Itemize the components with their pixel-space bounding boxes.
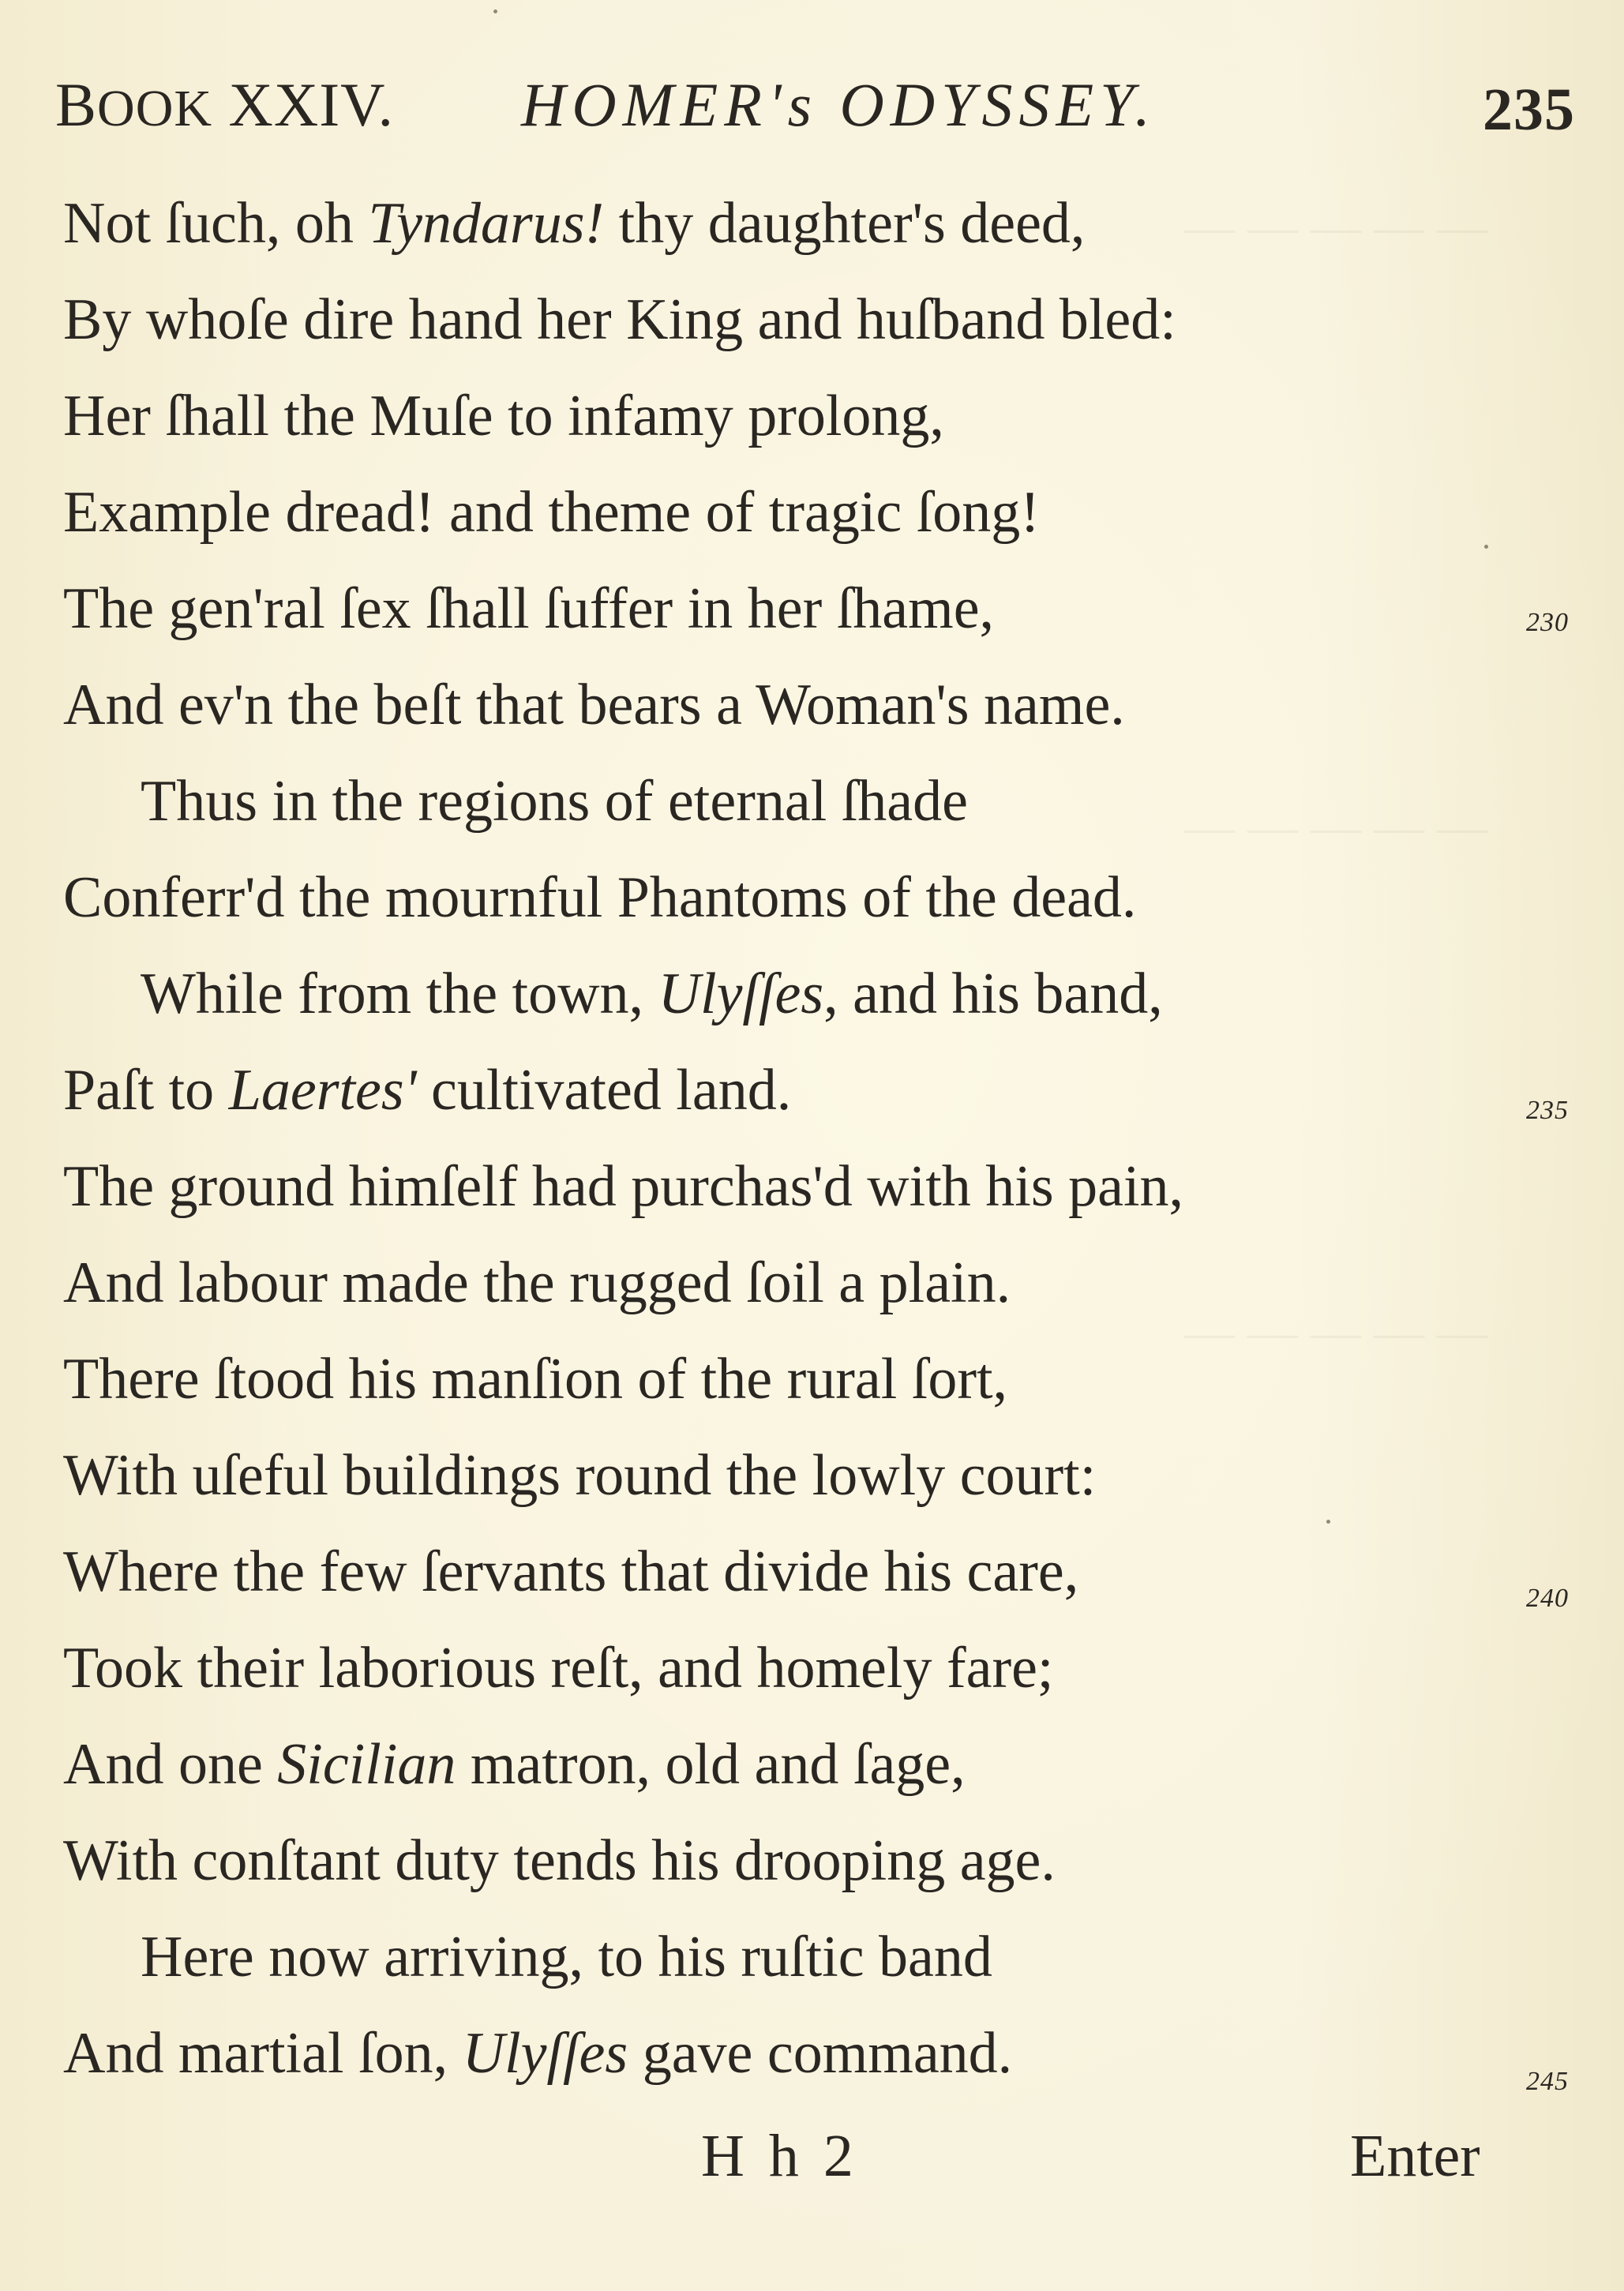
- verse-line: Paſt to Laertes' cultivated land.: [63, 1058, 792, 1123]
- page-footer: [0, 2122, 1624, 2209]
- verse-line: Here now arriving, to his ruſtic band: [141, 1925, 992, 1989]
- paper-speck: [493, 9, 497, 13]
- verse-line: Conferr'd the mournful Phantoms of the dead.: [63, 865, 1137, 930]
- running-title: HOMER's ODYSSEY.: [521, 70, 1157, 139]
- verse-line: Where the few ſervants that divide his care,: [63, 1539, 1079, 1604]
- verse-line: The ground himſelf had purchas'd with his pain,: [63, 1154, 1184, 1219]
- book-label: BOOK XXIV.: [55, 70, 394, 139]
- verse-line: Example dread! and theme of tragic ſong!: [63, 480, 1040, 545]
- verse-line: Not ſuch, oh Tyndarus! thy daughter's deed,: [63, 191, 1086, 256]
- paper-speck: [1484, 545, 1488, 549]
- printer-signature: H h 2: [701, 2123, 858, 2189]
- verse-line: And one Sicilian matron, old and ſage,: [63, 1732, 966, 1797]
- verse-line: The gen'ral ſex ſhall ſuffer in her ſhame,: [63, 576, 995, 641]
- line-number: 245: [1526, 2067, 1569, 2096]
- catchword: Enter: [1350, 2123, 1480, 2189]
- show-through-text: — — — — —: [1184, 198, 1487, 254]
- verse-line: And ev'n the beſt that bears a Woman's name.: [63, 673, 1125, 737]
- page-number: 235: [1483, 77, 1575, 143]
- verse-line: By whoſe dire hand her King and huſband bled:: [63, 287, 1176, 352]
- verse-line: And martial ſon, Ulyſſes gave command.: [63, 2021, 1013, 2086]
- line-number: 240: [1526, 1584, 1569, 1613]
- show-through-text: — — — — —: [1184, 1303, 1487, 1359]
- show-through-text: — — — — —: [1184, 798, 1487, 854]
- verse-line: Thus in the regions of eternal ſhade: [141, 769, 968, 834]
- verse-line: And labour made the rugged ſoil a plain.: [63, 1250, 1011, 1315]
- running-header: [55, 69, 1575, 156]
- line-number: 235: [1526, 1096, 1569, 1125]
- verse-line: Her ſhall the Muſe to infamy prolong,: [63, 384, 944, 448]
- paper-speck: [1326, 1520, 1330, 1524]
- verse-line: There ſtood his manſion of the rural ſort,: [63, 1347, 1008, 1412]
- verse-line: With uſeful buildings round the lowly court:: [63, 1443, 1097, 1508]
- verse-line: While from the town, Ulyſſes, and his band,: [141, 962, 1163, 1026]
- verse-line: With conſtant duty tends his drooping age.: [63, 1828, 1056, 1893]
- verse-line: Took their laborious reſt, and homely fare;: [63, 1636, 1054, 1700]
- line-number: 230: [1526, 608, 1569, 637]
